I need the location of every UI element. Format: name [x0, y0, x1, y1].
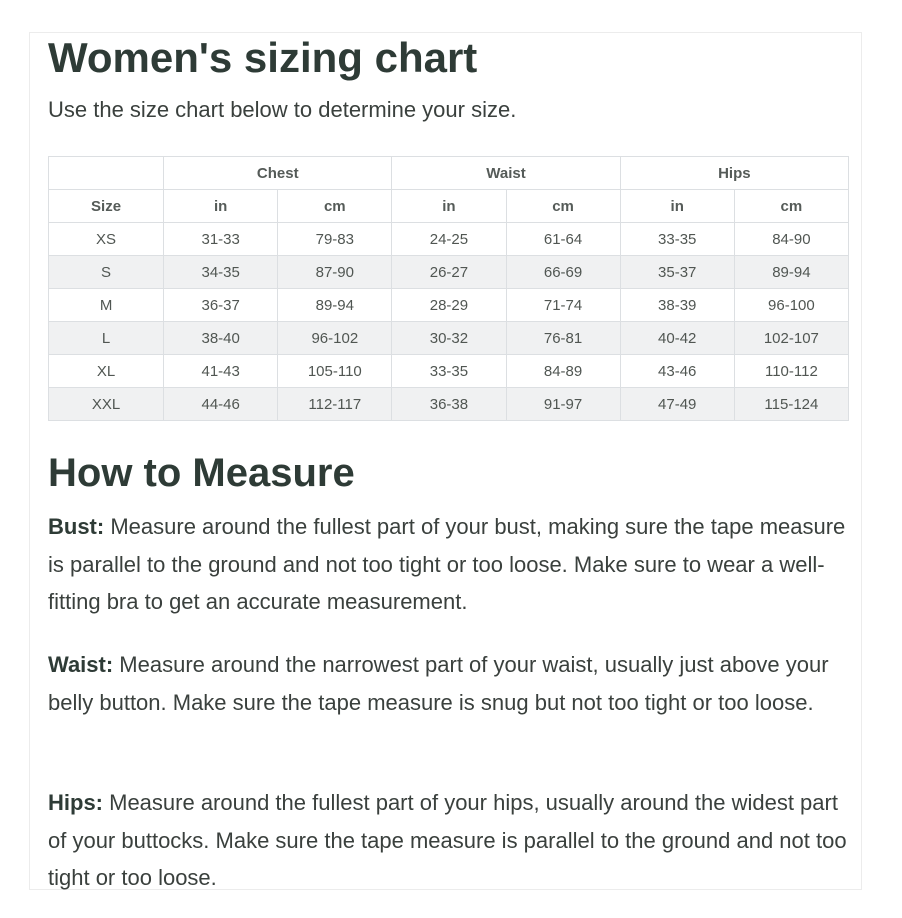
unit-header: cm	[734, 190, 848, 223]
measurement-cell: 91-97	[506, 388, 620, 421]
measurement-cell: 87-90	[278, 256, 392, 289]
bust-label: Bust:	[48, 514, 105, 539]
measurement-cell: 36-37	[164, 289, 278, 322]
group-header-row	[49, 157, 849, 190]
measurement-cell: 89-94	[734, 256, 848, 289]
unit-header: in	[392, 190, 506, 223]
unit-header: in	[620, 190, 734, 223]
measurement-cell: 112-117	[278, 388, 392, 421]
size-column-header: Size	[49, 190, 164, 223]
measurement-cell: 96-102	[278, 322, 392, 355]
measurement-cell: 110-112	[734, 355, 848, 388]
group-header-chest: Chest	[164, 157, 392, 190]
unit-header: cm	[278, 190, 392, 223]
unit-header: cm	[506, 190, 620, 223]
hips-label: Hips:	[48, 790, 103, 815]
size-cell: M	[49, 289, 164, 322]
bust-text: Measure around the fullest part of your bust, making sure the tape measure is parallel to the ground and not too tight or too loose. Make sure to wear a well-fitting bra to get an accurate measurement.	[48, 514, 846, 614]
measurement-cell: 34-35	[164, 256, 278, 289]
measurement-cell: 61-64	[506, 223, 620, 256]
measurement-cell: 33-35	[392, 355, 506, 388]
measurement-cell: 28-29	[392, 289, 506, 322]
blank-header-cell	[49, 157, 164, 190]
measurement-cell: 89-94	[278, 289, 392, 322]
page-title: Women's sizing chart	[48, 34, 478, 81]
size-cell: S	[49, 256, 164, 289]
measurement-cell: 96-100	[734, 289, 848, 322]
measurement-cell: 102-107	[734, 322, 848, 355]
measurement-cell: 30-32	[392, 322, 506, 355]
unit-header-row	[49, 190, 849, 223]
measurement-cell: 47-49	[620, 388, 734, 421]
unit-header: in	[164, 190, 278, 223]
how-to-measure-heading: How to Measure	[48, 451, 355, 495]
measurement-cell: 105-110	[278, 355, 392, 388]
size-cell: XS	[49, 223, 164, 256]
measurement-cell: 44-46	[164, 388, 278, 421]
measurement-cell: 115-124	[734, 388, 848, 421]
bust-instructions	[48, 508, 853, 621]
size-table-body	[49, 223, 849, 421]
hips-text: Measure around the fullest part of your hips, usually around the widest part of your buttocks. Make sure the tape measure is parallel to the ground and not too tight or too loose.	[48, 790, 847, 890]
measurement-cell: 84-90	[734, 223, 848, 256]
waist-label: Waist:	[48, 652, 114, 677]
size-chart-table	[48, 156, 849, 421]
table-row	[49, 289, 849, 322]
table-row	[49, 223, 849, 256]
measurement-cell: 76-81	[506, 322, 620, 355]
measurement-cell: 43-46	[620, 355, 734, 388]
measurement-cell: 33-35	[620, 223, 734, 256]
measurement-cell: 38-39	[620, 289, 734, 322]
group-header-hips: Hips	[620, 157, 848, 190]
size-cell: L	[49, 322, 164, 355]
measurement-cell: 24-25	[392, 223, 506, 256]
table-row	[49, 322, 849, 355]
table-row	[49, 256, 849, 289]
size-cell: XXL	[49, 388, 164, 421]
measurement-cell: 40-42	[620, 322, 734, 355]
page-subtitle: Use the size chart below to determine your size.	[48, 97, 517, 122]
measurement-cell: 36-38	[392, 388, 506, 421]
measurement-cell: 84-89	[506, 355, 620, 388]
waist-instructions	[48, 646, 853, 721]
size-cell: XL	[49, 355, 164, 388]
measurement-cell: 38-40	[164, 322, 278, 355]
measurement-cell: 41-43	[164, 355, 278, 388]
measurement-cell: 66-69	[506, 256, 620, 289]
waist-text: Measure around the narrowest part of your waist, usually just above your belly button. Make sure the tape measure is snug but not too tight or too loose.	[48, 652, 829, 715]
measurement-cell: 26-27	[392, 256, 506, 289]
group-header-waist: Waist	[392, 157, 620, 190]
measurement-cell: 31-33	[164, 223, 278, 256]
measurement-cell: 79-83	[278, 223, 392, 256]
measurement-cell: 35-37	[620, 256, 734, 289]
hips-instructions	[48, 784, 853, 897]
measurement-cell: 71-74	[506, 289, 620, 322]
table-row	[49, 388, 849, 421]
table-row	[49, 355, 849, 388]
